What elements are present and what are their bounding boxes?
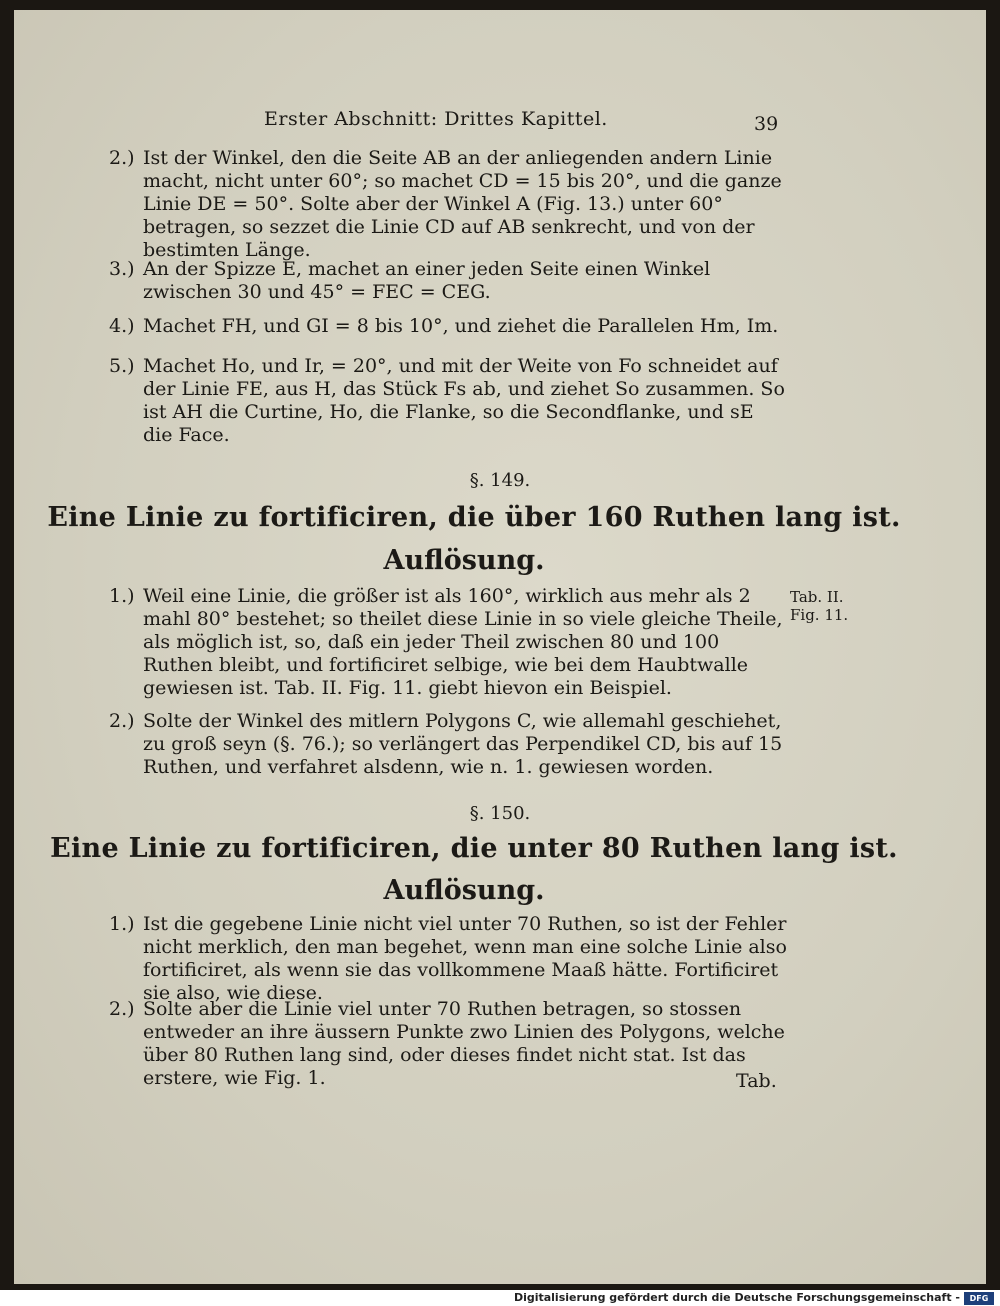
section-heading: Eine Linie zu fortificiren, die über 160 Ruthen lang ist. [47, 502, 901, 533]
item-number: 1.) [109, 913, 135, 935]
section-sign: §. 150. [469, 803, 531, 824]
footer-credit: Digitalisierung gefördert durch die Deutsche Forschungsgemeinschaft - [513, 1291, 960, 1304]
section-subheading: Auflösung. [383, 875, 545, 906]
item-text: Ist die gegebene Linie nicht viel unter 70 Ruthen, so ist der Fehler nicht merklich, den man begehet, wenn man eine solche Linie also fortificiret, als wenn sie das vollkommene Maaß hätte. Fortificiret sie also, wie diese. [143, 913, 787, 1004]
item-text: Weil eine Linie, die größer ist als 160°, wirklich aus mehr als 2 mahl 80° bestehet; so theilet diese Linie in so viele gleiche Theile, als möglich ist, so, daß ein jeder Theil zwischen 80 und 100 Ruthen bleibt, und fortificiret selbige, wie bei dem Haubtwalle gewiesen ist. Tab. II. Fig. 11. giebt hievon ein Beispiel. [143, 585, 783, 699]
item-text: Solte der Winkel des mitlern Polygons C, wie allemahl geschiehet, zu groß seyn (§. 76.); so verlängert das Perpendikel CD, bis auf 15 Ruthen, und verfahret alsdenn, wie n. 1. gewiesen worden. [143, 710, 783, 778]
margin-note [790, 588, 848, 624]
item-number: 2.) [109, 998, 135, 1020]
running-title: Erster Abschnitt: Drittes Kapittel. [264, 108, 608, 130]
list-item [109, 355, 789, 447]
dfg-logo-icon: DFG [964, 1292, 994, 1305]
list-item [109, 147, 789, 262]
item-number: 3.) [109, 258, 135, 280]
margin-note-line: Fig. 11. [790, 606, 849, 624]
item-number: 2.) [109, 710, 135, 732]
list-item [109, 258, 789, 304]
item-number: 1.) [109, 585, 135, 607]
section-subheading: Auflösung. [383, 545, 545, 576]
item-number: 2.) [109, 147, 135, 169]
list-item [109, 710, 789, 779]
book-page [14, 10, 986, 1284]
section-heading: Eine Linie zu fortificiren, die unter 80 Ruthen lang ist. [50, 833, 898, 864]
list-item [109, 315, 789, 338]
catchword: Tab. [736, 1070, 777, 1092]
list-item [109, 585, 789, 700]
list-item [109, 913, 789, 1005]
item-text: An der Spizze E, machet an einer jeden Seite einen Winkel zwischen 30 und 45° = FEC = CEG. [143, 258, 711, 303]
item-text: Solte aber die Linie viel unter 70 Ruthen betragen, so stossen entweder an ihre äussern Punkte zwo Linien des Polygons, welche über 80 Ruthen lang sind, oder dieses findet nicht stat. Ist das erstere, wie Fig. 1. [143, 998, 785, 1089]
margin-note-line: Tab. II. [790, 588, 844, 606]
item-text: Machet Ho, und Ir, = 20°, und mit der Weite von Fo schneidet auf der Linie FE, aus H, das Stück Fs ab, und ziehet So zusammen. So ist AH die Curtine, Ho, die Flanke, so die Secondflanke, und sE die Face. [143, 355, 785, 446]
list-item [109, 998, 789, 1090]
item-text: Ist der Winkel, den die Seite AB an der anliegenden andern Linie macht, nicht unter 60°; so machet CD = 15 bis 20°, und die ganze Linie DE = 50°. Solte aber der Winkel A (Fig. 13.) unter 60° betragen, so sezzet die Linie CD auf AB senkrecht, und von der bestimten Länge. [143, 147, 782, 261]
item-text: Machet FH, und GI = 8 bis 10°, und ziehet die Parallelen Hm, Im. [143, 315, 779, 337]
item-number: 5.) [109, 355, 135, 377]
page-number: 39 [754, 113, 779, 135]
item-number: 4.) [109, 315, 135, 337]
footer-bar [0, 1291, 1000, 1306]
section-sign: §. 149. [469, 470, 531, 491]
